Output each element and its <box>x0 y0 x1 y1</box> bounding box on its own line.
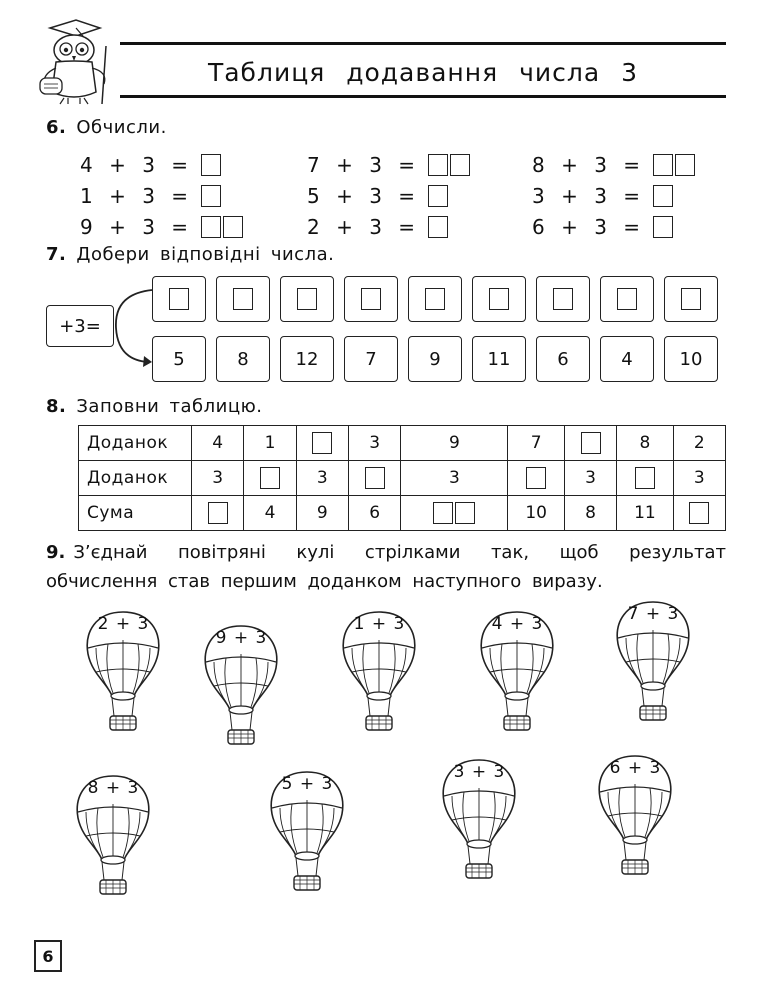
table-cell: 4 <box>192 426 244 461</box>
answer-box[interactable] <box>201 154 221 176</box>
table-cell: 6 <box>348 496 400 531</box>
answer-box[interactable] <box>223 216 243 238</box>
balloon[interactable] <box>590 752 680 880</box>
answer-box[interactable] <box>681 288 701 310</box>
input-box <box>472 276 526 322</box>
task6-heading <box>46 117 167 138</box>
task8-text: Заповни таблицю. <box>76 396 263 417</box>
table-cell: 8 <box>617 426 673 461</box>
equation: 2 + 3 = <box>307 210 448 240</box>
task8-heading <box>46 396 262 417</box>
equation: 1 + 3 = <box>80 179 221 209</box>
table-row <box>79 461 726 496</box>
result-box: 9 <box>408 336 462 382</box>
table-cell: 3 <box>348 426 400 461</box>
answer-box[interactable] <box>233 288 253 310</box>
row-label: Доданок <box>79 461 192 496</box>
result-box: 10 <box>664 336 718 382</box>
equation: 4 + 3 = <box>80 148 221 178</box>
table-cell <box>617 461 673 496</box>
table-row <box>79 426 726 461</box>
answer-box[interactable] <box>489 288 509 310</box>
result-box: 6 <box>536 336 590 382</box>
table-cell: 4 <box>244 496 296 531</box>
table-cell <box>401 496 508 531</box>
task9-number: 9. <box>46 542 66 563</box>
input-box <box>216 276 270 322</box>
table-cell: 3 <box>296 461 348 496</box>
answer-box[interactable] <box>208 502 228 524</box>
input-box <box>152 276 206 322</box>
addition-table <box>78 425 726 531</box>
input-box <box>664 276 718 322</box>
balloon[interactable] <box>262 768 352 896</box>
title-rule-bottom <box>120 95 726 98</box>
table-cell: 9 <box>401 426 508 461</box>
table-cell: 8 <box>564 496 616 531</box>
task9-text: З’єднай повітряні кулі стрілками так, щоб результат обчислення став першим доданком наступного виразу. <box>46 542 726 592</box>
equation: 5 + 3 = <box>307 179 448 209</box>
answer-box[interactable] <box>653 185 673 207</box>
balloon[interactable] <box>608 598 698 726</box>
answer-box[interactable] <box>450 154 470 176</box>
input-box <box>536 276 590 322</box>
answer-box[interactable] <box>201 185 221 207</box>
result-box: 11 <box>472 336 526 382</box>
result-box: 5 <box>152 336 206 382</box>
answer-box[interactable] <box>428 185 448 207</box>
balloon[interactable] <box>78 608 168 736</box>
task9-heading <box>46 538 726 596</box>
page-number: 6 <box>34 940 62 972</box>
input-box <box>600 276 654 322</box>
balloon-expression: 6 + 3 <box>609 758 661 778</box>
answer-box[interactable] <box>260 467 280 489</box>
row-label: Доданок <box>79 426 192 461</box>
answer-box[interactable] <box>581 432 601 454</box>
answer-box[interactable] <box>617 288 637 310</box>
balloon[interactable] <box>68 772 158 900</box>
title-rule-top <box>120 42 726 45</box>
answer-box[interactable] <box>297 288 317 310</box>
result-box: 7 <box>344 336 398 382</box>
balloon-expression: 2 + 3 <box>97 614 149 634</box>
table-cell: 3 <box>192 461 244 496</box>
answer-box[interactable] <box>455 502 475 524</box>
table-cell: 3 <box>564 461 616 496</box>
balloon[interactable] <box>334 608 424 736</box>
balloon[interactable] <box>434 756 524 884</box>
answer-box[interactable] <box>425 288 445 310</box>
answer-box[interactable] <box>361 288 381 310</box>
result-box: 12 <box>280 336 334 382</box>
result-box: 8 <box>216 336 270 382</box>
input-box <box>408 276 462 322</box>
answer-box[interactable] <box>553 288 573 310</box>
answer-box[interactable] <box>428 154 448 176</box>
table-cell: 3 <box>401 461 508 496</box>
answer-box[interactable] <box>689 502 709 524</box>
table-cell <box>244 461 296 496</box>
row-label: Сума <box>79 496 192 531</box>
table-cell <box>508 461 564 496</box>
mapping-arrow-icon <box>108 286 158 372</box>
task7-number: 7. <box>46 244 67 265</box>
balloon[interactable] <box>472 608 562 736</box>
task7-heading <box>46 244 334 265</box>
input-box <box>344 276 398 322</box>
balloon-expression: 8 + 3 <box>87 778 139 798</box>
balloon-expression: 7 + 3 <box>627 604 679 624</box>
balloon-expression: 5 + 3 <box>281 774 333 794</box>
table-cell <box>348 461 400 496</box>
table-row <box>79 496 726 531</box>
answer-box[interactable] <box>653 216 673 238</box>
table-cell <box>673 496 725 531</box>
table-cell <box>296 426 348 461</box>
equation: 3 + 3 = <box>532 179 673 209</box>
answer-box[interactable] <box>675 154 695 176</box>
equation: 8 + 3 = <box>532 148 695 178</box>
answer-box[interactable] <box>201 216 221 238</box>
balloon[interactable] <box>196 622 286 750</box>
task6-text: Обчисли. <box>76 117 167 138</box>
answer-box[interactable] <box>635 467 655 489</box>
table-cell <box>564 426 616 461</box>
equation: 9 + 3 = <box>80 210 243 240</box>
page-title: Таблиця додавання числа 3 <box>207 58 639 87</box>
owl-mascot-icon <box>32 16 118 106</box>
table-cell: 7 <box>508 426 564 461</box>
operator-box: +3= <box>46 305 114 347</box>
table-cell: 3 <box>673 461 725 496</box>
table-cell: 11 <box>617 496 673 531</box>
answer-box[interactable] <box>653 154 673 176</box>
balloon-expression: 1 + 3 <box>353 614 405 634</box>
balloon-expression: 9 + 3 <box>215 628 267 648</box>
result-box: 4 <box>600 336 654 382</box>
task7-text: Добери відповідні числа. <box>76 244 335 265</box>
answer-box[interactable] <box>526 467 546 489</box>
answer-box[interactable] <box>433 502 453 524</box>
table-cell: 10 <box>508 496 564 531</box>
answer-box[interactable] <box>428 216 448 238</box>
answer-box[interactable] <box>365 467 385 489</box>
table-cell: 2 <box>673 426 725 461</box>
input-box <box>280 276 334 322</box>
answer-box[interactable] <box>312 432 332 454</box>
table-cell: 1 <box>244 426 296 461</box>
answer-box[interactable] <box>169 288 189 310</box>
equation: 7 + 3 = <box>307 148 470 178</box>
equation: 6 + 3 = <box>532 210 673 240</box>
balloon-expression: 4 + 3 <box>491 614 543 634</box>
task6-number: 6. <box>46 117 67 138</box>
task8-number: 8. <box>46 396 67 417</box>
table-cell <box>192 496 244 531</box>
balloon-expression: 3 + 3 <box>453 762 505 782</box>
table-cell: 9 <box>296 496 348 531</box>
